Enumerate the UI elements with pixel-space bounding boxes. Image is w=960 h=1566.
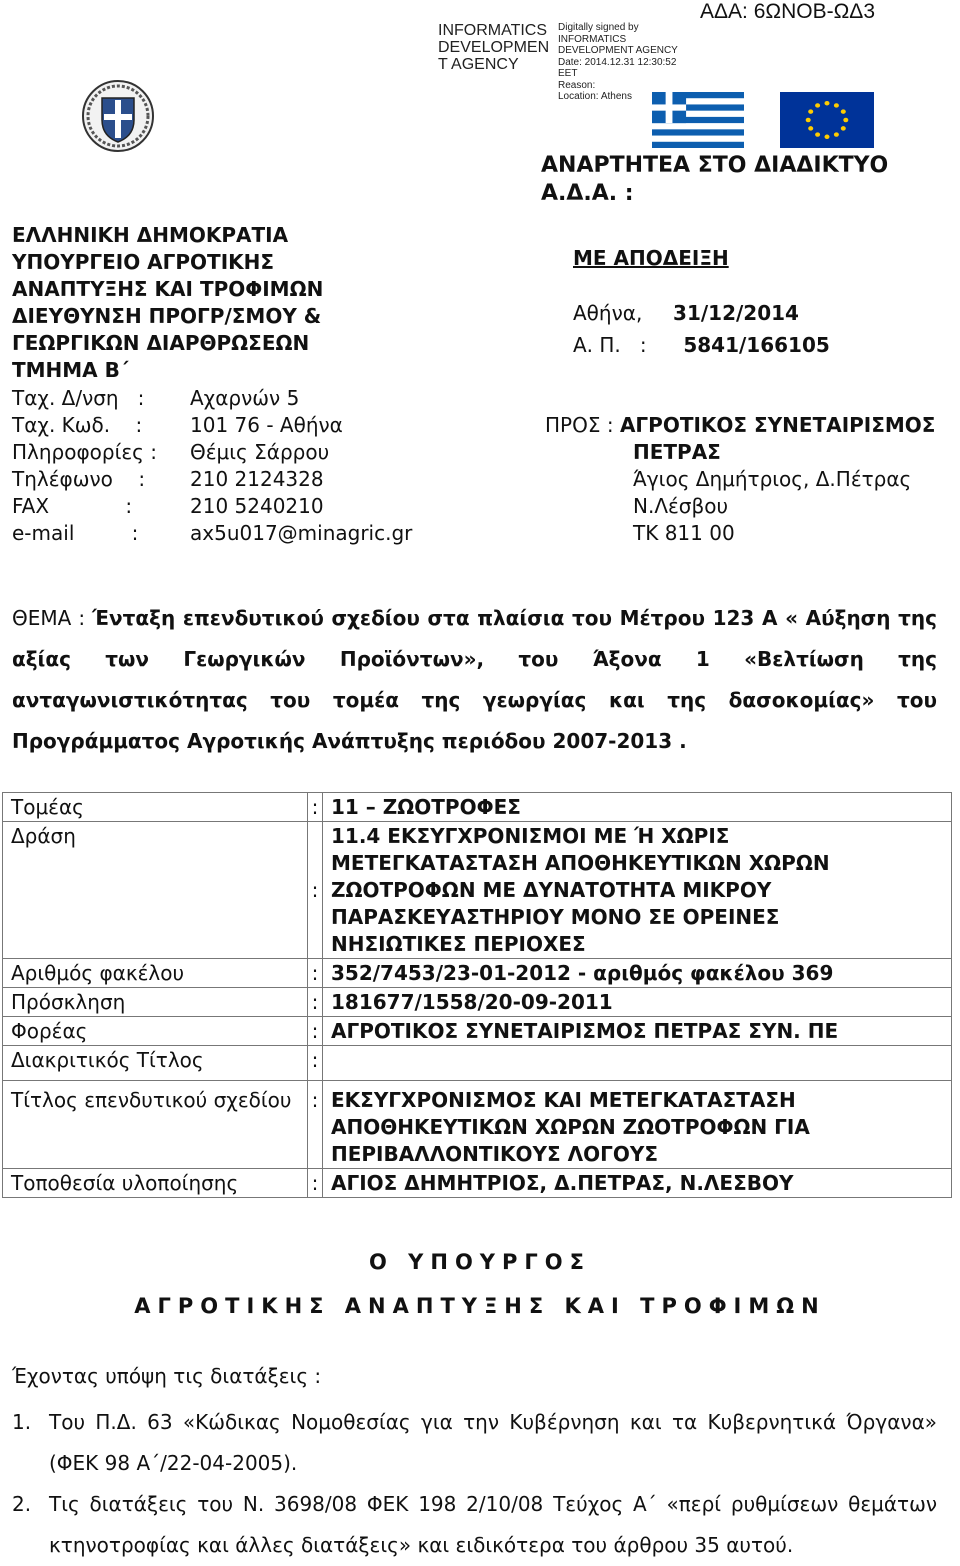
table-row [3,1169,952,1198]
table-label: Τίτλος επενδυτικού σχεδίου [3,1081,308,1169]
contact-value: 210 5240210 [190,494,324,518]
publish-notice-line: ΑΝΑΡΤΗΤΕΑ ΣΤΟ ΔΙΑΔΙΚΤΥΟ [541,153,889,178]
contact-label: Ταχ. Δ/νση : [12,386,145,410]
list-item-text: Του Π.Δ. 63 «Κώδικας Νομοθεσίας για την Κυβέρνηση και τα Κυβερνητικά Όργανα» [49,1410,937,1434]
signature-organization [438,22,549,73]
greek-coat-of-arms-icon [80,78,156,154]
ministry-name: ΑΓΡΟΤΙΚΗΣ ΑΝΑΠΤΥΞΗΣ ΚΑΙ ΤΡΟΦΙΜΩΝ [134,1294,826,1318]
provisions-intro: Έχοντας υπόψη τις διατάξεις : [12,1364,322,1388]
table-colon: : [308,1046,323,1081]
table-value [323,1081,952,1169]
table-value-line: ΕΚΣΥΓΧΡΟΝΙΣΜΟΣ ΚΑΙ ΜΕΤΕΓΚΑΤΑΣΤΑΣΗ [331,1088,796,1112]
table-label: Δράση [3,822,308,959]
list-item [12,1402,937,1484]
table-row [3,822,952,959]
provisions-list [12,1402,937,1566]
signature-org-line: DEVELOPMEN [438,39,550,56]
table-value-line: ΖΩΟΤΡΟΦΩΝ ΜΕ ΔΥΝΑΤΟΤΗΤΑ ΜΙΚΡΟΥ [331,878,772,902]
list-item-text: Τις διατάξεις του Ν. 3698/08 ΦΕΚ 198 2/10/08 Τεύχος Α΄ «περί ρυθμίσεων θεμάτων [49,1492,937,1516]
table-colon: : [308,959,323,988]
table-colon: : [308,988,323,1017]
contact-value: Θέμις Σάρρου [190,440,330,464]
table-value [323,822,952,959]
table-value-line: 181677/1558/20-09-2011 [331,990,613,1014]
contact-row [12,466,412,493]
subject-label: ΘΕΜΑ : [12,606,93,630]
table-row [3,959,952,988]
date-value: 31/12/2014 [673,301,799,325]
table-colon: : [308,1081,323,1169]
protocol-number-row [573,333,830,357]
contact-row [12,412,412,439]
table-row [3,1017,952,1046]
table-row [3,988,952,1017]
contact-label: Ταχ. Κωδ. : [12,413,143,437]
contact-label: FAX : [12,494,133,518]
table-label: Φορέας [3,1017,308,1046]
table-value-line: ΜΕΤΕΓΚΑΤΑΣΤΑΣΗ ΑΠΟΘΗΚΕΥΤΙΚΩΝ ΧΩΡΩΝ [331,851,830,875]
signature-detail-line: Reason: [558,79,596,91]
signature-details [558,22,678,103]
contact-value: 210 2124328 [190,467,324,491]
list-item-number: 2. [12,1492,32,1516]
table-label: Τοποθεσία υλοποίησης [3,1169,308,1198]
project-info-table [2,792,952,1198]
ministry-heading-line: ΑΝΑΠΤΥΞΗΣ ΚΑΙ ΤΡΟΦΙΜΩΝ [12,277,324,301]
list-item-number: 1. [12,1410,32,1434]
contact-row [12,520,412,547]
recipient-address-line: ΤΚ 811 00 [633,521,735,545]
contact-label: Πληροφορίες : [12,440,158,464]
contact-value: Αχαρνών 5 [190,386,300,410]
contact-row [12,439,412,466]
contact-row [12,385,412,412]
table-label: Πρόσκληση [3,988,308,1017]
recipient-address-line: Άγιος Δημήτριος, Δ.Πέτρας [633,467,912,491]
table-colon: : [308,1017,323,1046]
table-value [323,988,952,1017]
table-value-line: ΑΓΙΟΣ ΔΗΜΗΤΡΙΟΣ, Δ.ΠΕΤΡΑΣ, Ν.ΛΕΣΒΟΥ [331,1171,794,1195]
contact-value: 101 76 - Αθήνα [190,413,343,437]
contact-label: Τηλέφωνο : [12,467,146,491]
list-item-text: (ΦΕΚ 98 Α΄/22-04-2005). [49,1451,298,1475]
ada-code: ΑΔΑ: 6ΩΝΟΒ-ΩΔ3 [700,0,875,23]
table-row [3,1046,952,1081]
table-value-line: ΠΑΡΑΣΚΕΥΑΣΤΗΡΙΟΥ ΜΟΝΟ ΣΕ ΟΡΕΙΝΕΣ [331,905,780,929]
table-row [3,793,952,822]
table-value-line: ΑΓΡΟΤΙΚΟΣ ΣΥΝΕΤΑΙΡΙΣΜΟΣ ΠΕΤΡΑΣ ΣΥΝ. ΠΕ [331,1019,839,1043]
table-value-line: ΠΕΡΙΒΑΛΛΟΝΤΙΚΟΥΣ ΛΟΓΟΥΣ [331,1142,658,1166]
subject-line: Ένταξη επενδυτικού σχεδίου στα πλαίσια του Μέτρου 123 Α « Αύξηση της [92,606,937,630]
protocol-number-value: 5841/166105 [683,333,830,357]
table-colon: : [308,822,323,959]
table-value-line: 11 – ΖΩΟΤΡΟΦΕΣ [331,795,521,819]
list-item [12,1484,937,1566]
sender-contacts [12,385,412,547]
table-row [3,1081,952,1169]
ministry-heading-line: ΥΠΟΥΡΓΕΙΟ ΑΓΡΟΤΙΚΗΣ [12,250,275,274]
subject-paragraph [12,598,937,762]
ministry-heading-line: ΔΙΕΥΘΥΝΣΗ ΠΡΟΓΡ/ΣΜΟΥ & [12,304,322,328]
table-label: Διακριτικός Τίτλος [3,1046,308,1081]
signature-org-line: INFORMATICS [438,22,548,39]
date-label: Αθήνα, [573,301,643,325]
table-value [323,793,952,822]
recipient-block [545,412,935,547]
table-colon: : [308,793,323,822]
ministry-heading [12,222,323,384]
ministry-heading-line: ΤΜΗΜΑ Β΄ [12,358,129,382]
email-link[interactable]: ax5u017@minagric.gr [190,521,413,545]
table-value-line: 352/7453/23-01-2012 - αριθμός φακέλου 369 [331,961,834,985]
eu-flag-icon [780,92,874,148]
recipient-address-line: Ν.Λέσβου [633,494,729,518]
table-value-line: ΝΗΣΙΩΤΙΚΕΣ ΠΕΡΙΟΧΕΣ [331,932,586,956]
table-value [323,959,952,988]
date-row [573,301,799,325]
recipient-name: ΑΓΡΟΤΙΚΟΣ ΣΥΝΕΤΑΙΡΙΣΜΟΣ [619,413,936,437]
ada-label: Α.Δ.Α. : [541,181,634,206]
minister-title: Ο ΥΠΟΥΡΓΟΣ [369,1250,591,1274]
signature-detail-line: INFORMATICS [558,33,627,45]
table-colon: : [308,1169,323,1198]
recipient-label: ΠΡΟΣ : [545,413,614,437]
delivery-proof: ΜΕ ΑΠΟΔΕΙΞΗ [573,246,729,270]
signature-detail-line: Digitally signed by [558,22,639,33]
signature-org-line: T AGENCY [438,56,519,73]
subject-line: Προγράμματος Αγροτικής Ανάπτυξης περιόδου 2007-2013 . [12,729,687,753]
signature-detail-line: Date: 2014.12.31 12:30:52 [558,56,677,68]
subject-line: ανταγωνιστικότητας του τομέα της γεωργίας και της δασοκομίας» του [12,688,937,712]
ministry-heading-line: ΓΕΩΡΓΙΚΩΝ ΔΙΑΡΘΡΩΣΕΩΝ [12,331,310,355]
ministry-heading-line: ΕΛΛΗΝΙΚΗ ΔΗΜΟΚΡΑΤΙΑ [12,223,289,247]
list-item-text: κτηνοτροφίας και άλλες διατάξεις» και ειδικότερα του άρθρου 35 αυτού. [49,1533,794,1557]
contact-label: e-mail : [12,521,139,545]
recipient-name: ΠΕΤΡΑΣ [633,440,721,464]
subject-line: αξίας των Γεωργικών Προϊόντων», του Άξονα 1 «Βελτίωση της [12,647,937,671]
table-label: Αριθμός φακέλου [3,959,308,988]
table-value [323,1046,952,1081]
greek-flag-icon [652,92,744,148]
signature-detail-line: EET [558,68,578,79]
signature-detail-line: Location: Athens [558,91,632,102]
table-value-line: 11.4 ΕΚΣΥΓΧΡΟΝΙΣΜΟΙ ΜΕ Ή ΧΩΡΙΣ [331,824,730,848]
table-label: Τομέας [3,793,308,822]
table-value [323,1017,952,1046]
signature-detail-line: DEVELOPMENT AGENCY [558,45,678,56]
contact-row [12,493,412,520]
table-value-line: ΑΠΟΘΗΚΕΥΤΙΚΩΝ ΧΩΡΩΝ ΖΩΟΤΡΟΦΩΝ ΓΙΑ [331,1115,810,1139]
publish-notice [541,152,888,208]
protocol-number-label: Α. Π. : [573,333,647,357]
table-value [323,1169,952,1198]
